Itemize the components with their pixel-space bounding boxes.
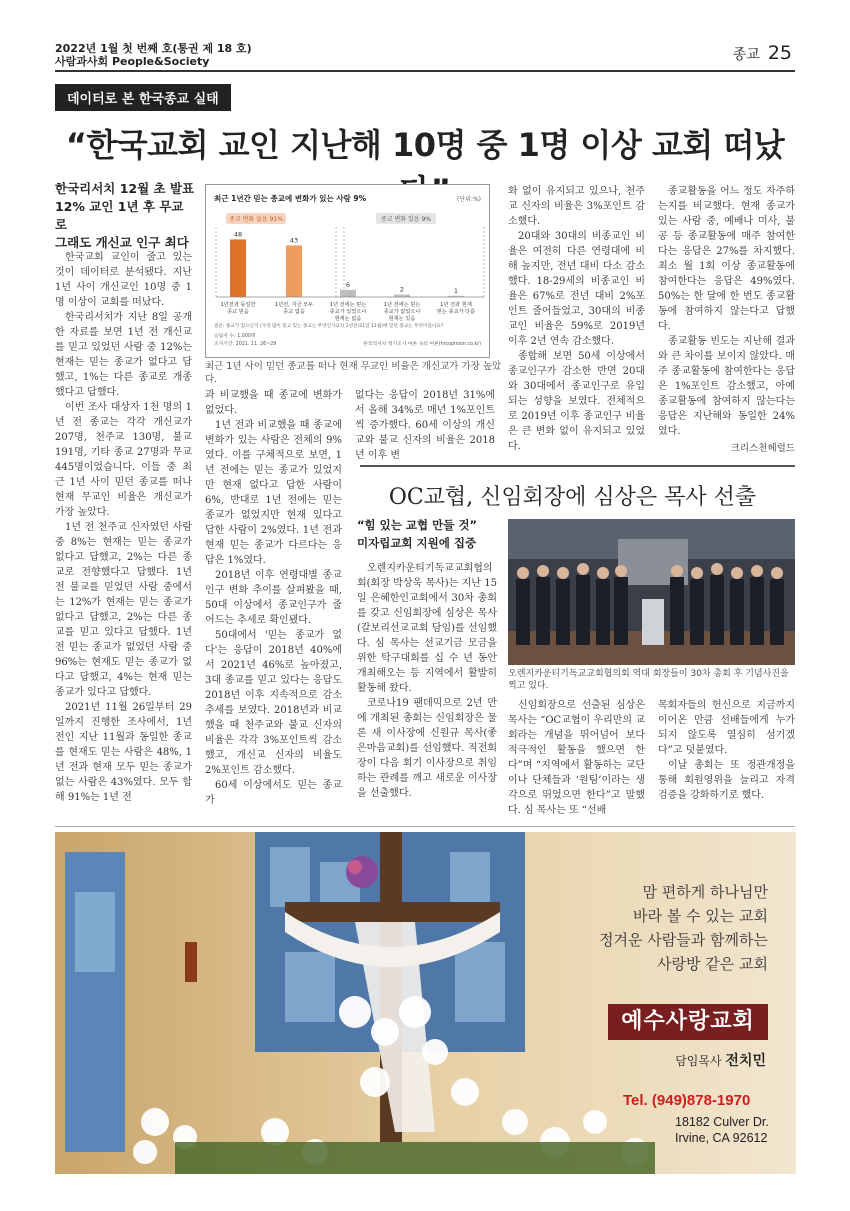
paragraph: 1년 전과 비교했을 때 종교에 변화가 있는 사람은 전체의 9%였다. 이를 구체적으로 보면, 1년 전에는 믿는 종교가 있었지만 현재 없다고 답한 사람이 6%, 반대로 1년 전에는 믿는 종교가 없었지만 현재 있다고 답한 사람이 2%였다. 1년 전과 현재 믿는 종교가 다르다는 응답은 1%였다. [205,420,342,566]
oc-article-title: OC교협, 신임회장에 심상은 목사 선출 [388,485,757,510]
paragraph: 50대에서 '믿는 종교가 없다'는 응답이 2018년 40%에서 2021년 46%로 높아졌고, 3대 종교를 믿고 있다는 응답도 2018년 이후 지속적으로 감소 추세를 보였다. 2018년과 비교했을 때 천주교와 불교 신자의 비율은 각각 3%포인트씩 감소했고, 개신교 신자의 비율도 2%포인트 감소했다. [205,630,342,776]
paragraph: 한국교회 교인이 줄고 있는 것이 데이터로 분석됐다. 지난 1년 사이 개신교인 10명 중 1명 이상이 교회를 떠났다. [55,252,192,308]
data-label: 1 [453,286,459,295]
category-label: 종교 믿음 [227,309,249,315]
paragraph: 목회자들의 헌신으로 지금까지 이어온 만큼 선배들에게 누가 되지 않도록 열심히 섬기겠다”고 덧붙였다. [658,700,795,756]
paragraph: 오렌지카운티기독교교회협의회(회장 박상욱 목사)는 지난 15일 은혜한인교회에서 30차 총회를 갖고 신임회장에 심상은 목사(갈보리선교교회 담임)를 선임했다. 심 목사는 선교기금 모금을 위한 탁구대회를 십 수 년 동안 개최해오는 등 지역에서 활발히 활동해 왔다. [357,563,497,694]
category-label: 1년 전에는 믿는 [329,302,367,308]
ad-tagline [599,880,768,976]
pastor-name: 전치민 [725,1053,766,1069]
category-label: 1년전, 지금 모두 [274,302,314,308]
photo-caption: 오렌지카운티기독교교회협의회 역대 회장들이 30차 총회 후 기념사진을 찍고 있다. [508,669,789,691]
paragraph: 20대와 30대의 비종교인 비율은 여전히 다른 연령대에 비해 높지만, 전년 대비 다소 감소했다. 18-29세의 비종교인 비율은 67%로 전년 대비 2%포인트 줄어들었고, 30대의 비종교인 비율은 59%로 2019년 이후 2년 연속 감소했다. [508,231,645,347]
group-photo-illustration [508,519,795,665]
pastor-line [675,1050,766,1070]
paragraph: 과 비교했을 때 종교에 변화가 없었다. [205,390,342,416]
address-line: Irvine, CA 92612 [675,1131,768,1145]
article-column-3 [355,388,495,463]
category-label: 1년 전과 현재 [440,302,472,308]
chart-bar [340,290,356,297]
subhead-line: 그래도 개신교 인구 최다 [55,235,189,250]
chart-unit: (단위:%) [457,196,481,203]
headline: “한국교회 교인 지난해 10명 중 1명 이상 교회 떠났 [65,126,785,164]
publication-name: 사람과사회 People&Society [55,55,210,68]
article-column-2 [205,388,342,808]
paragraph: 화 없이 유지되고 있으나, 천주교 신자의 비율은 3%포인트 감소했다. [508,186,645,227]
issue-info: 2022년 1월 첫 번째 호(통권 제 18 호) [55,42,252,55]
paragraph: 이날 총회는 또 정관개정을 통해 회원영위을 늘리고 자격 검증을 강화하기로 했다. [658,760,795,801]
subhead-line: “힘 있는 교협 만들 것” [357,518,478,532]
oc-column-1 [357,561,497,801]
page-number: 25 [767,42,792,64]
paragraph: 60세 이상에서도 믿는 종교가 [205,780,342,806]
category-label: 현재는 있음 [388,316,416,322]
paragraph: 이번 조사 대상자 1천 명의 1년 전 종교는 각각 개신교가 207명, 천주교 130명, 불교 191명, 기타 종교 27명과 무교 445명이었습니다. 이들 중 최근 1년 사이 믿던 종교를 떠나 현재 무교인 비율은 개신교가 가장 높았다. [55,402,192,518]
category-label: 1년전과 동일한 [220,302,256,308]
subhead-line: 미자립교회 지원에 집중 [357,536,477,550]
category-label: 종교 없음 [283,309,305,315]
group-label: 종교 변화 있음 9% [380,216,432,223]
chart-footnote: 질문: 종교가 있으신지 (가장 많이 믿고 있는 종교는 무엇인가요?) 1년전(21년 11월)에 믿던 종교는 무엇이었나요? [214,324,444,329]
category-label: 현재는 없음 [334,316,362,322]
chart-base: 응답자 수: 1,000명 [214,334,256,339]
paragraph: 코로나19 팬데믹으로 2년 만에 개최된 총회는 신임회장은 물론 새 이사장에 신원규 목사(좋은마음교회)를 선임했다. 직전회장이 다음 회기 이사장으로 취임하는 관례를 깨고 새로운 이사장을 선출했다. [357,698,497,799]
divider [360,465,795,467]
tagline-line: 맘 편하게 하나님만 [642,883,768,901]
category-label: 종교가 있었으나 [329,309,367,315]
article-column-5 [658,184,795,456]
chart-period: 조사기간: 2021. 11. 26~29 [214,342,277,347]
data-label: 48 [233,230,243,239]
paragraph: 종교활동을 어느 정도 자주하는지를 비교했다. 현재 종교가 있는 사람 중, 예배나 미사, 불공 등 종교활동에 매주 참여한다는 응답은 27%를 차지했다. 최소 월 1회 이상 종교활동에 참여한다는 응답은 49%였다. 50%는 한 달에 한 번도 종교활동에 참여하지 않는다고 답했다. [658,186,795,332]
data-label: 43 [289,236,299,245]
article-column-1 [55,250,192,805]
data-label: 6 [345,280,351,289]
masthead [55,42,252,68]
chart-title: 최근 1년간 믿는 종교에 변화가 있는 사람 9% [214,194,367,203]
category-label: 1년 전에는 믿는 [383,302,421,308]
paragraph: 한국리서치가 지난 8일 공개한 자료를 보면 1년 전 개신교를 믿고 있었던 사람 중 12%는 현재는 믿는 종교가 없다고 답했고, 1%는 다른 종교로 개종했다고 답했다. [55,312,192,398]
byline: 크리스천헤럴드 [730,443,795,454]
paragraph: 종교활동 빈도는 지난해 결과와 큰 차이를 보이지 않았다. 매주 종교활동에 참여한다는 응답은 1%포인트 감소했고, 아예 종교활동에 참여하지 않는다는 응답은 지난해와 동일한 24%였다. [658,336,795,437]
oc-subheadline [357,516,497,552]
subhead-line: 한국리서치 12월 초 발표 [55,181,195,196]
paragraph: 없다는 응답이 2018년 31%에서 올해 34%로 매년 1%포인트씩 증가했다. 60세 이상의 개신교와 불교 신자의 비율은 2018년 이후 변 [355,390,495,461]
chart-bar [230,239,246,297]
church-address [675,1114,769,1146]
section-tag: 데이터로 본 한국종교 실태 [55,84,231,111]
category-label: 종교가 없었으나 [383,309,421,315]
paragraph: 2018년 이후 연령대별 종교 인구 변화 추이를 살펴봤을 때, 50대 이상에서 종교인구가 줄어드는 추세로 확인됐다. [205,570,342,626]
page-section [733,42,792,64]
tagline-line: 바라 볼 수 있는 교회 [633,907,768,925]
paragraph: 신임회장으로 선출된 심상은 목사는 “OC교협이 우리만의 교회라는 개념을 뛰어넘어 보다 적극적인 활동을 했으면 한다”며 “지역에서 활동하는 교단이나 단체들과 ‘원팀’이라는 생각으로 뛰었으면 한다”고 말했다. 심 목사는 또 “선배 [508,700,645,816]
section-name: 종교 [732,47,760,63]
divider [55,826,795,827]
paragraph: 2021년 11월 26일부터 29일까지 진행한 조사에서, 1년 전인 지난 11월과 동일한 종교를 현재도 믿는 사람은 48%, 1년 전과 현재 모두 믿는 종교가 없는 사람은 43%였다. 모두 합해 91%는 1년 전 [55,702,192,803]
data-label: 2 [399,285,405,294]
phone-number[interactable]: Tel. (949)878-1970 [623,1092,751,1109]
chart-bar [286,245,302,297]
tagline-line: 사랑방 같은 교회 [657,955,768,973]
group-photo [508,519,795,665]
church-name-banner: 예수사랑교회 [608,1004,768,1040]
paragraph: 종합해 보면 50세 이상에서 종교인구가 감소한 반면 20대와 30대에서 종교인구로 유입되는 성향을 보였다. 전체적으로 2019년 이후 종교인구 비율은 큰 변화 없이 유지되고 있었다. [508,351,645,452]
address-line: 18182 Culver Dr. [675,1115,769,1129]
chart-figure [205,184,490,358]
article-column-4 [508,184,645,454]
group-label: 종교 변화 없음 91% [229,216,283,223]
bar-chart [206,185,489,357]
tagline-line: 정겨운 사람들과 함께하는 [599,931,768,949]
pastor-label: 담임목사 [675,1054,722,1068]
oc-column-2 [508,698,645,818]
subhead-line: 12% 교인 1년 후 무교로 [55,199,184,232]
chart-source: 한국리서치 정기조사 여론 속의 여론(hrcopinion.co.kr) [363,342,481,347]
church-advertisement [55,832,796,1174]
oc-column-3 [658,698,795,803]
paragraph: 1년 전 천주교 신자였던 사람 중 8%는 현재는 믿는 종교가 없다고 답했고, 2%는 다른 종교로 전향했다고 답했다. 1년 전 불교를 믿었던 사람 중에서는 12%가 현재는 믿는 종교가 없다고 답했고, 2%는 다른 종교를 믿고 있다고 답했다. 1년 전 믿는 종교가 없었던 사람 중 96%는 현재도 믿는 종교가 없다고 답했고, 4%는 현재 믿는 종교가 있다고 답했다. [55,522,192,698]
subheadline [55,180,195,252]
chart-caption: 최근 1년 사이 믿던 종교를 떠나 현재 무교인 비율은 개신교가 가장 높았다. [205,361,502,385]
category-label: 믿는 종교가 다름 [436,309,476,315]
header-rule [55,70,795,72]
